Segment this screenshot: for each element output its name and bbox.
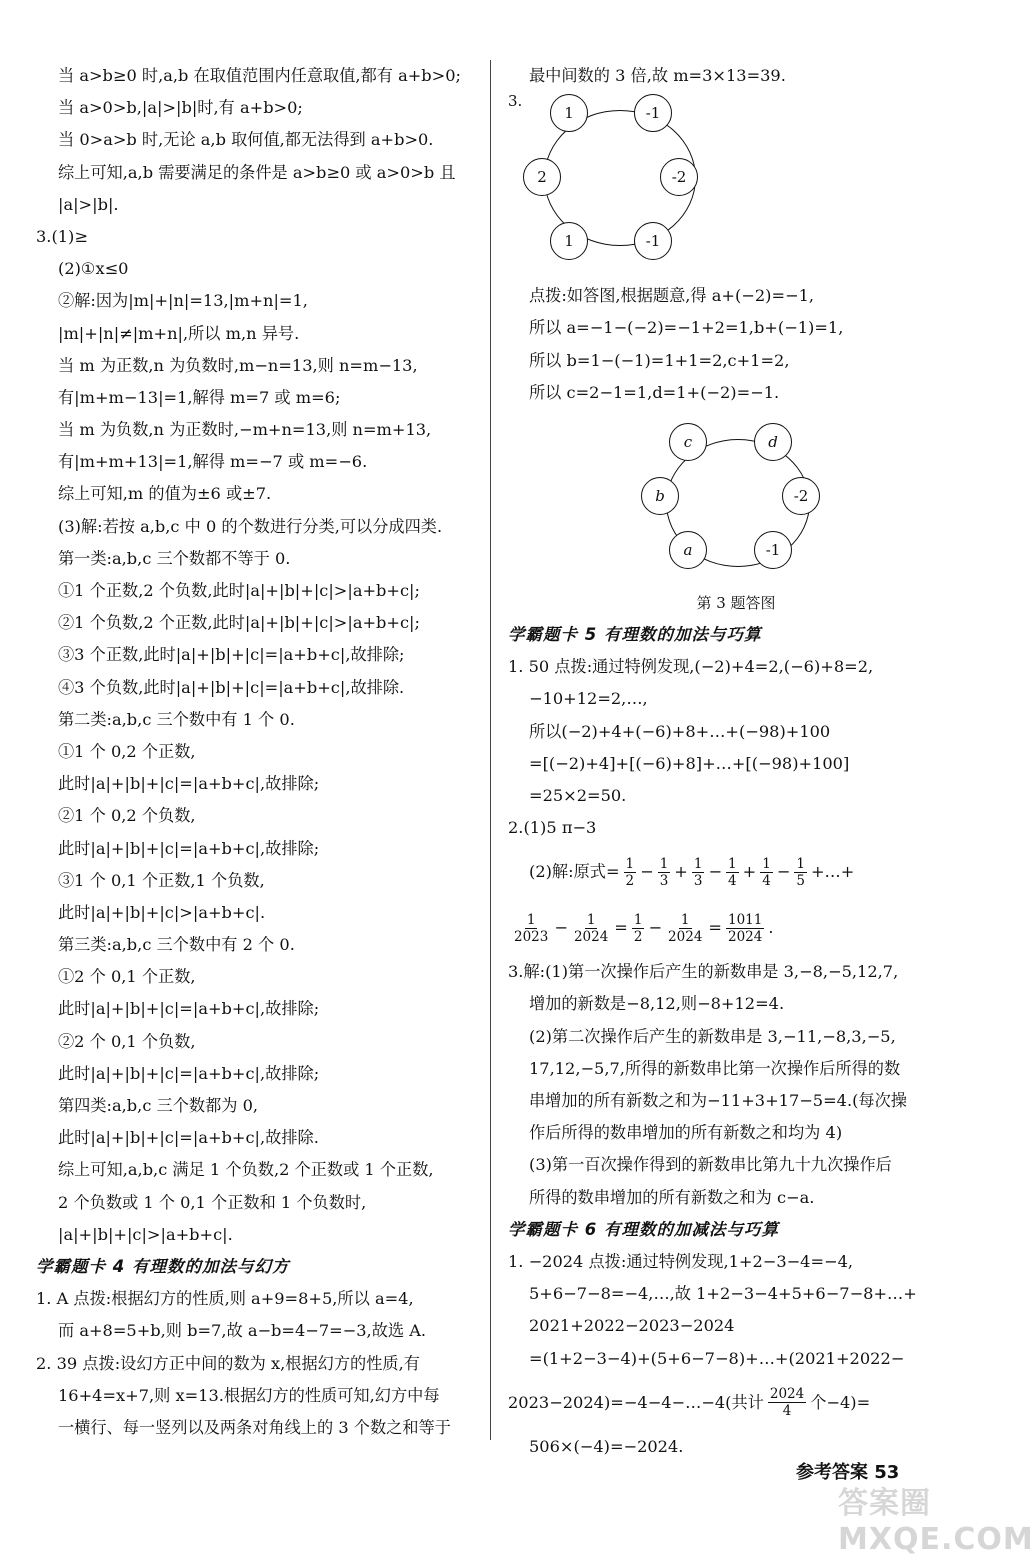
text-line: ②1 个 0,2 个负数,	[58, 806, 196, 826]
fraction	[624, 856, 637, 889]
column-divider	[490, 60, 491, 1440]
text-line: −10+12=2,…,	[529, 689, 648, 709]
text-line: =[(−2)+4]+[(−6)+8]+…+[(−98)+100]	[529, 753, 850, 773]
text-line: 当 0>a>b 时,无论 a,b 取何值,都无法得到 a+b>0.	[58, 130, 434, 150]
figure-caption: 第 3 题答图	[696, 593, 776, 612]
text-line: 1. A 点拨:根据幻方的性质,则 a+9=8+5,所以 a=4,	[36, 1289, 414, 1309]
text-line: |a|>|b|.	[58, 194, 119, 214]
text-line: 2021+2022−2023−2024	[529, 1316, 735, 1336]
fraction	[658, 856, 671, 889]
question-3-label: 3.	[508, 92, 523, 111]
ring-2-node: d	[754, 423, 792, 461]
denominator: 4	[762, 872, 771, 889]
magic-ring-2	[508, 421, 964, 587]
denominator: 2	[633, 928, 643, 945]
ring-2-node: -1	[754, 531, 792, 569]
text-line: ①1 个正数,2 个负数,此时|a|+|b|+|c|>|a+b+c|;	[58, 581, 420, 600]
numerator: 1	[680, 911, 690, 928]
ring-1-node: -1	[634, 222, 672, 260]
text-line: 16+4=x+7,则 x=13.根据幻方的性质可知,幻方中每	[58, 1385, 440, 1405]
numerator: 1	[728, 855, 737, 872]
text-line: 综上可知,a,b,c 满足 1 个负数,2 个正数或 1 个正数,	[58, 1160, 434, 1180]
fraction	[726, 856, 739, 889]
text-line: 17,12,−5,7,所得的新数串比第一次操作后所得的数	[529, 1058, 901, 1078]
ring-1-node: -1	[634, 94, 672, 132]
text-line: 3.解:(1)第一次操作后产生的新数串是 3,−8,−5,12,7,	[508, 962, 899, 982]
section-heading: 学霸题卡 6 有理数的加减法与巧算	[508, 1219, 779, 1239]
text-line: 5+6−7−8=−4,…,故 1+2−3−4+5+6−7−8+…+	[529, 1284, 917, 1304]
fraction	[666, 912, 704, 945]
fraction	[726, 912, 764, 945]
text-line: 当 a>b≥0 时,a,b 在取值范围内任意取值,都有 a+b>0;	[58, 66, 461, 85]
left-column	[36, 60, 476, 1444]
text-line: ②解:因为|m|+|n|=13,|m+n|=1,	[58, 291, 308, 311]
text-line: 所以(−2)+4+(−6)+8+…+(−98)+100	[529, 721, 831, 741]
text-line: 此时|a|+|b|+|c|=|a+b+c|,故排除.	[58, 1128, 319, 1148]
ring-2-node: c	[669, 423, 707, 461]
operator: −	[648, 918, 663, 938]
text-line: (2)第二次操作后产生的新数串是 3,−11,−8,3,−5,	[529, 1026, 896, 1046]
text-line: 有|m+m−13|=1,解得 m=7 或 m=6;	[58, 387, 341, 407]
denominator: 3	[659, 872, 669, 889]
text-line: 所以 a=−1−(−2)=−1+2=1,b+(−1)=1,	[529, 318, 844, 338]
text-line: 3.(1)≥	[36, 226, 88, 246]
page-footer: 参考答案 53	[796, 1462, 900, 1483]
text-line: 串增加的所有新数之和为−11+3+17−5=4.(每次操	[529, 1091, 907, 1110]
formula-text: 2023−2024)=−4−4−…−4(共计	[508, 1392, 764, 1412]
text-line: |a|+|b|+|c|>|a+b+c|.	[58, 1224, 233, 1244]
text-line: 第一类:a,b,c 三个数都不等于 0.	[58, 548, 291, 568]
text-line: 综上可知,a,b 需要满足的条件是 a>b≥0 或 a>0>b 且	[58, 162, 456, 182]
operator: =	[708, 918, 722, 938]
numerator: 1	[586, 911, 596, 928]
section-heading: 学霸题卡 4 有理数的加法与幻方	[36, 1256, 290, 1276]
text-line: 作后所得的数串增加的所有新数之和均为 4)	[529, 1123, 843, 1143]
text-line: =(1+2−3−4)+(5+6−7−8)+…+(2021+2022−	[529, 1348, 905, 1368]
text-line: ①1 个 0,2 个正数,	[58, 741, 196, 761]
text-line: 当 a>0>b,|a|>|b|时,有 a+b>0;	[58, 98, 303, 118]
section-heading: 学霸题卡 5 有理数的加法与巧算	[508, 624, 762, 644]
denominator: 4	[782, 1403, 792, 1420]
fraction	[692, 856, 705, 889]
text-line: ④3 个负数,此时|a|+|b|+|c|=|a+b+c|,故排除.	[58, 677, 405, 697]
text-line: 此时|a|+|b|+|c|=|a+b+c|,故排除;	[58, 1063, 320, 1083]
numerator: 1	[659, 855, 669, 872]
operator: −	[640, 862, 654, 882]
text-line: 2 个负数或 1 个 0,1 个正数和 1 个负数时,	[58, 1192, 367, 1212]
formula-line	[508, 844, 964, 900]
text-line: 2. 39 点拨:设幻方正中间的数为 x,根据幻方的性质,有	[36, 1353, 420, 1373]
numerator: 1011	[727, 911, 763, 928]
text-line: (2)①x≤0	[58, 259, 129, 279]
text-line: =25×2=50.	[529, 785, 627, 805]
text-line: 第三类:a,b,c 三个数中有 2 个 0.	[58, 935, 295, 955]
text-line: (3)第一百次操作得到的新数串比第九十九次操作后	[529, 1155, 892, 1175]
magic-ring-1	[508, 92, 964, 262]
numerator: 1	[625, 855, 635, 872]
fraction	[768, 1386, 806, 1419]
fraction	[572, 912, 610, 945]
operator: 个−4)=	[810, 1392, 871, 1412]
text-line: 此时|a|+|b|+|c|=|a+b+c|,故排除;	[58, 838, 320, 858]
numerator: 1	[693, 855, 703, 872]
fraction	[512, 912, 550, 945]
text-line: 有|m+m+13|=1,解得 m=−7 或 m=−6.	[58, 452, 368, 472]
text-line: ③3 个正数,此时|a|+|b|+|c|=|a+b+c|,故排除;	[58, 645, 405, 665]
ring-1-node: -2	[660, 158, 698, 196]
ring-2-node: a	[669, 531, 707, 569]
denominator: 2024	[727, 928, 763, 945]
text-line: 所以 b=1−(−1)=1+1=2,c+1=2,	[529, 350, 790, 370]
numerator: 1	[796, 855, 805, 872]
operator: −	[776, 862, 791, 882]
operator: −	[554, 918, 568, 938]
denominator: 4	[728, 872, 737, 889]
text-line: 综上可知,m 的值为±6 或±7.	[58, 484, 272, 504]
formula-line	[508, 900, 964, 956]
text-line: 而 a+8=5+b,则 b=7,故 a−b=4−7=−3,故选 A.	[58, 1321, 427, 1341]
ring-1-node: 2	[523, 158, 561, 196]
denominator: 5	[796, 872, 805, 889]
operator: =	[614, 918, 628, 938]
text-line: 一横行、每一竖列以及两条对角线上的 3 个数之和等于	[58, 1417, 451, 1437]
fraction	[632, 912, 645, 945]
operator: +…+	[810, 862, 855, 882]
ring-2-node: -2	[782, 477, 820, 515]
text-line: 此时|a|+|b|+|c|=|a+b+c|,故排除;	[58, 774, 320, 794]
numerator: 2024	[769, 1386, 805, 1403]
text-line: 最中间数的 3 倍,故 m=3×13=39.	[529, 66, 786, 85]
watermark: 答案圈 MXQE.COM	[838, 1486, 1034, 1557]
text-line: 所得的数串增加的所有新数之和为 c−a.	[529, 1187, 815, 1207]
operator: .	[768, 918, 774, 938]
ring-1-node: 1	[550, 94, 588, 132]
denominator: 2023	[514, 928, 549, 945]
denominator: 2	[625, 872, 635, 889]
ring-1-node: 1	[550, 222, 588, 260]
text-line: 506×(−4)=−2024.	[529, 1436, 684, 1456]
operator: −	[708, 862, 723, 882]
fraction	[760, 856, 773, 889]
text-line: 所以 c=2−1=1,d=1+(−2)=−1.	[529, 382, 780, 402]
denominator: 2024	[573, 928, 609, 945]
text-line: ③1 个 0,1 个正数,1 个负数,	[58, 870, 265, 890]
text-line: 1. 50 点拨:通过特例发现,(−2)+4=2,(−6)+8=2,	[508, 657, 874, 677]
text-line: |m|+|n|≠|m+n|,所以 m,n 异号.	[58, 323, 300, 343]
text-line: ②2 个 0,1 个负数,	[58, 1031, 196, 1051]
operator: +	[742, 862, 757, 882]
text-line: 点拨:如答图,根据题意,得 a+(−2)=−1,	[529, 286, 815, 306]
ring-2-node: b	[641, 477, 679, 515]
text-line: 此时|a|+|b|+|c|>|a+b+c|.	[58, 902, 266, 922]
numerator: 1	[633, 911, 643, 928]
fraction	[794, 856, 807, 889]
text-line: 增加的新数是−8,12,则−8+12=4.	[529, 994, 785, 1014]
denominator: 2024	[668, 928, 703, 945]
text-line: ②1 个负数,2 个正数,此时|a|+|b|+|c|>|a+b+c|;	[58, 613, 420, 633]
numerator: 1	[762, 855, 771, 872]
denominator: 3	[693, 872, 703, 889]
text-line: ①2 个 0,1 个正数,	[58, 967, 196, 987]
formula-text: (2)解:原式=	[529, 862, 620, 882]
text-line: 第二类:a,b,c 三个数中有 1 个 0.	[58, 709, 295, 729]
text-line: 此时|a|+|b|+|c|=|a+b+c|,故排除;	[58, 999, 320, 1019]
text-line: 当 m 为正数,n 为负数时,m−n=13,则 n=m−13,	[58, 355, 418, 375]
right-column	[508, 60, 964, 1463]
text-line: 2.(1)5 π−3	[508, 818, 597, 838]
text-line: 第四类:a,b,c 三个数都为 0,	[58, 1096, 259, 1115]
text-line: 当 m 为负数,n 为正数时,−m+n=13,则 n=m+13,	[58, 420, 432, 440]
operator: +	[674, 862, 688, 882]
formula-line	[508, 1375, 964, 1431]
numerator: 1	[526, 911, 536, 928]
text-line: 1. −2024 点拨:通过特例发现,1+2−3−4=−4,	[508, 1251, 854, 1271]
text-line: (3)解:若按 a,b,c 中 0 的个数进行分类,可以分成四类.	[58, 516, 443, 536]
